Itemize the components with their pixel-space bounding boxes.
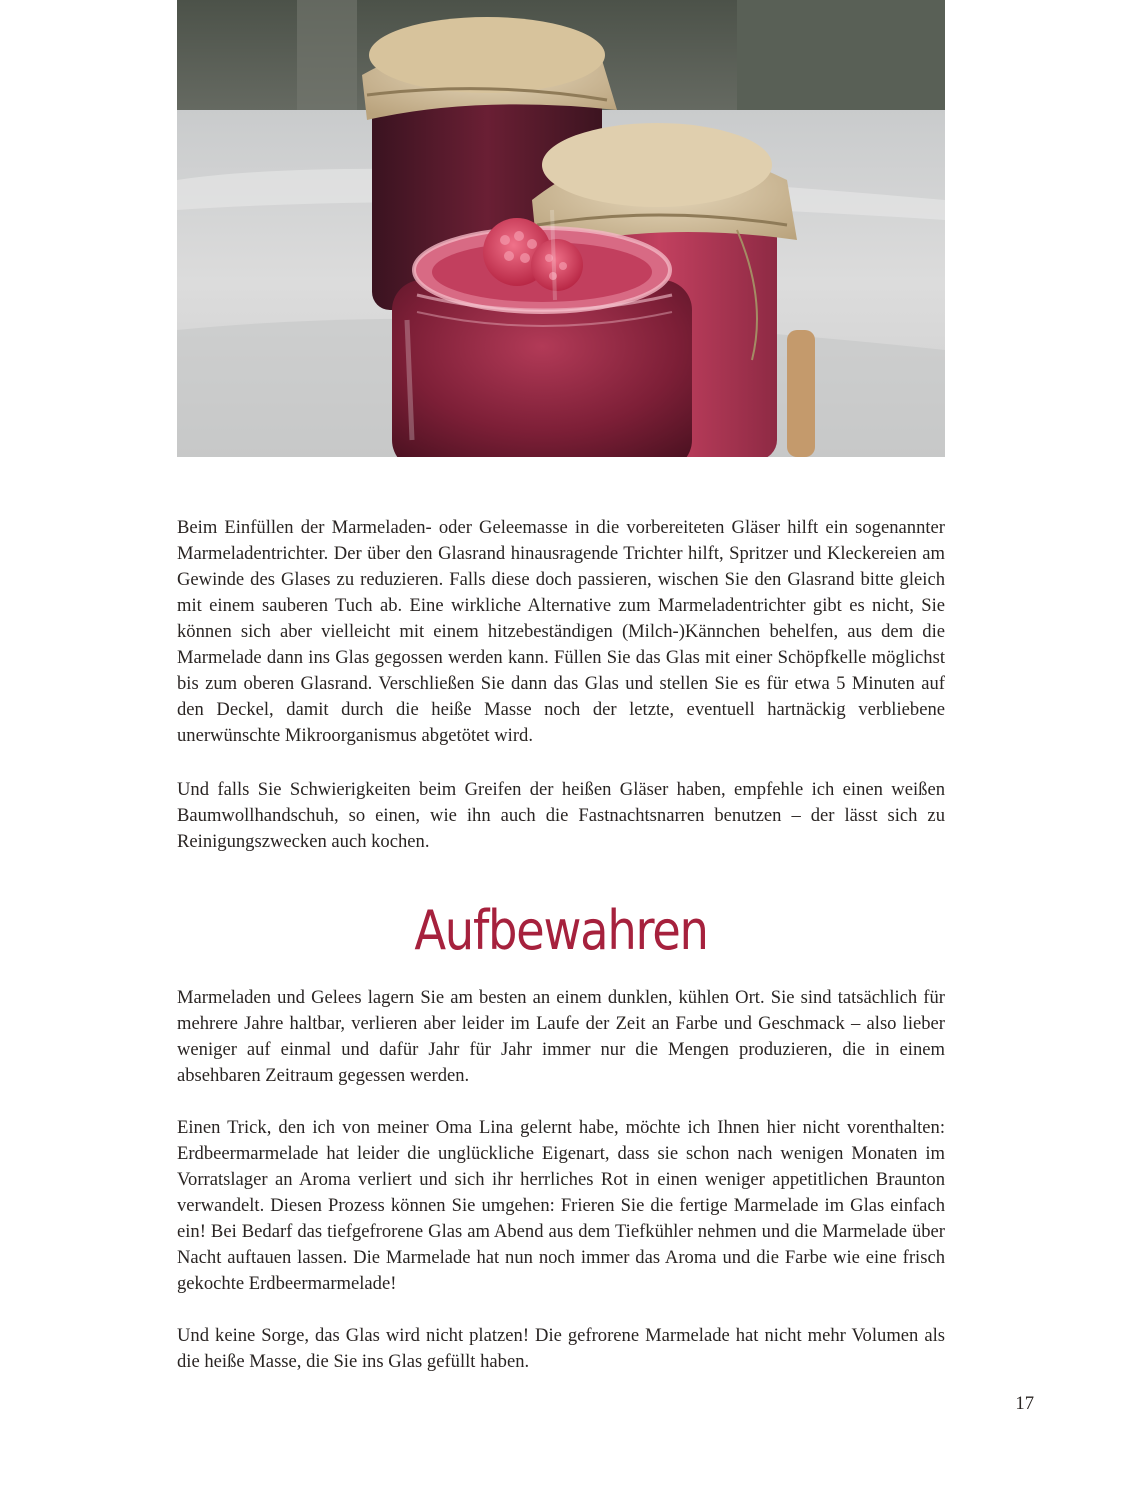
- paragraph-freezing-trick: Einen Trick, den ich von meiner Oma Lina gelernt habe, möchte ich Ihnen hier nicht vorenthalten: Erdbeermarmelade hat leider die unglückliche Eigenart, dass sie schon nach wenigen Monaten im Vorratslager an Aroma verliert und sich ihr herrliches Rot in einen weniger appetitlichen Braunton verwandelt. Diesen Prozess können Sie umgehen: Frieren Sie die fertige Marmelade im Glas einfach ein! Bei Bedarf das tiefgefrorene Glas am Abend aus dem Tiefkühler nehmen und die Marmelade über Nacht auftauen lassen. Die Marmelade hat nun noch immer das Aroma und die Farbe wie eine frisch gekochte Erdbeermarmelade!: [177, 1117, 945, 1294]
- section-heading: Aufbewahren: [414, 899, 708, 962]
- paragraph-glass-safety: Und keine Sorge, das Glas wird nicht platzen! Die gefrorene Marmelade hat nicht mehr Volumen als die heiße Masse, die Sie ins Glas gefüllt haben.: [177, 1325, 945, 1372]
- paragraph-filling: Beim Einfüllen der Marmeladen- oder Geleemasse in die vorbereiteten Gläser hilft ein sogenannter Marmeladentrichter. Der über den Glasrand hinausragende Trichter hilft, Spritzer und Kleckereien am Gewinde des Glases zu reduzieren. Falls diese doch passieren, wischen Sie den Glasrand bitte gleich mit einem sauberen Tuch ab. Eine wirkliche Alternative zum Marmeladentrichter gibt es nicht, Sie können sich aber vielleicht mit einem hitzebeständigen (Milch-)Kännchen behelfen, aus dem die Marmelade dann ins Glas gegossen werden kann. Füllen Sie das Glas mit einer Schöpfkelle möglichst bis zum oberen Glasrand. Verschließen Sie dann das Glas und stellen Sie es für etwa 5 Minuten auf den Deckel, damit durch die heiße Masse noch der letzte, eventuell hartnäckig verbliebene unerwünschte Mikroorganismus abgetötet wird.: [177, 517, 945, 746]
- page-number: 17: [1015, 1393, 1034, 1414]
- paragraph-glove-tip: Und falls Sie Schwierigkeiten beim Greifen der heißen Gläser haben, empfehle ich einen weißen Baumwollhandschuh, so einen, wie ihn auch die Fastnachtsnarren benutzen – der lässt sich zu Reinigungszwecken auch kochen.: [177, 779, 945, 852]
- paragraph-storage: Marmeladen und Gelees lagern Sie am besten an einem dunklen, kühlen Ort. Sie sind tatsächlich für mehrere Jahre haltbar, verlieren aber leider im Laufe der Zeit an Farbe und Geschmack – also lieber weniger auf einmal und dafür Jahr für Jahr immer nur die Mengen produzieren, die in einem absehbaren Zeitraum gegessen werden.: [177, 987, 945, 1086]
- jam-jars-photo: [177, 0, 945, 457]
